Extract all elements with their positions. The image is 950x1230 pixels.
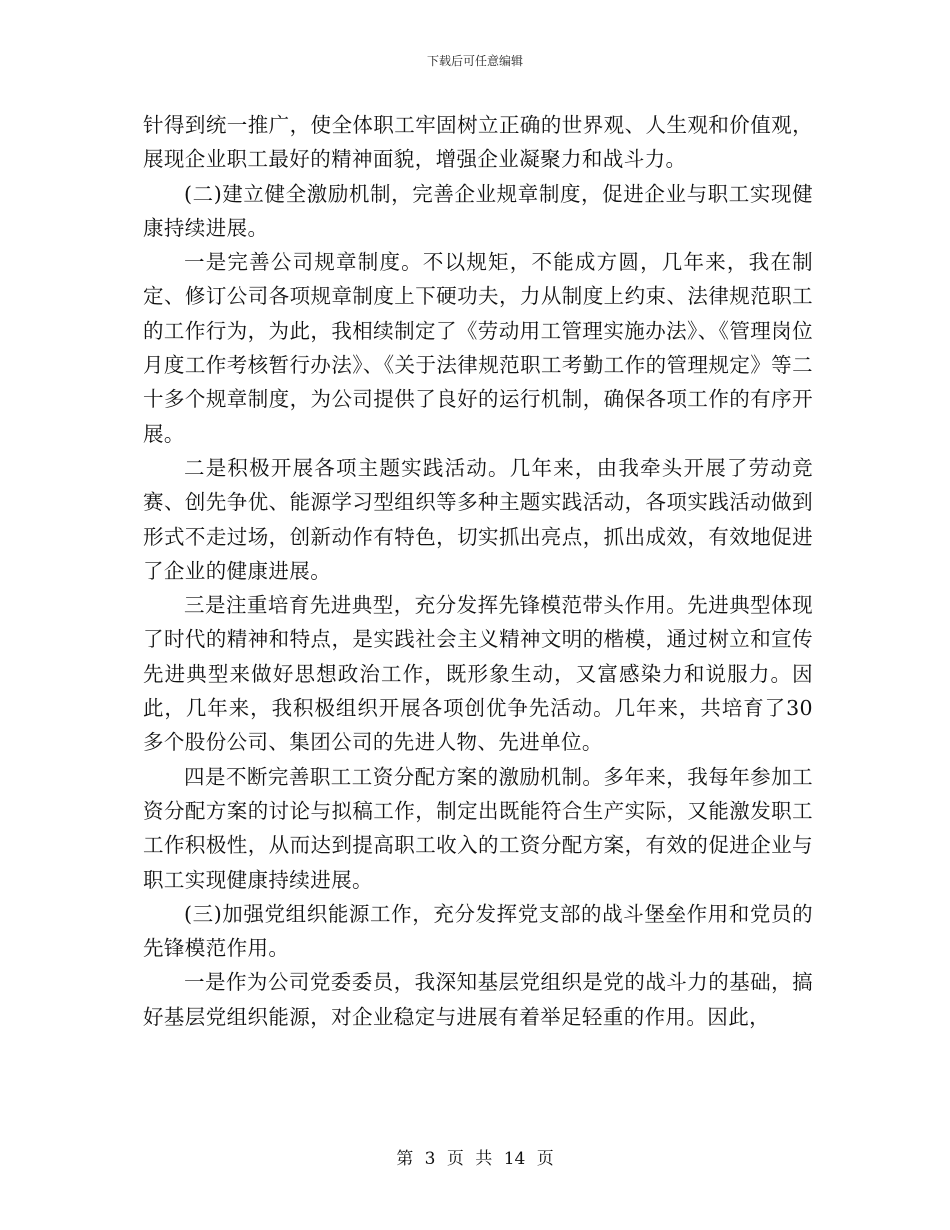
paragraph-models: 三是注重培育先进典型，充分发挥先锋模范带头作用。先进典型体现了时代的精神和特点，是实践社会主义精神文明的楷模，通过树立和宣传先进典型来做好思想政治工作，既形象生动，又富感染力和说服力。因此，几年来，我积极组织开展各项创优争先活动。几年来，共培育了30多个股份公司、集团公司的先进人物、先进单位。 bbox=[143, 593, 813, 755]
paragraph-rules: 一是完善公司规章制度。不以规矩，不能成方圆，几年来，我在制定、修订公司各项规章制度上下硬功夫，力从制度上约束、法律规范职工的工作行为，为此，我相续制定了《劳动用工管理实施办法》、《管理岗位月度工作考核暂行办法》、《关于法律规范职工考勤工作的管理规定》等二十多个规章制度，为公司提供了良好的运行机制，确保各项工作的有序开展。 bbox=[143, 250, 813, 446]
paragraph-wages: 四是不断完善职工工资分配方案的激励机制。多年来，我每年参加工资分配方案的讨论与拟稿工作，制定出既能符合生产实际，又能激发职工工作积极性，从而达到提高职工收入的工资分配方案，有效的促进企业与职工实现健康持续进展。 bbox=[143, 764, 813, 892]
page-header: 下载后可任意编辑 bbox=[426, 54, 523, 68]
section-heading-2: (二)建立健全激励机制，完善企业规章制度，促进企业与职工实现健康持续进展。 bbox=[143, 181, 813, 240]
paragraph-activities: 二是积极开展各项主题实践活动。几年来，由我牵头开展了劳动竞赛、创先争优、能源学习型组织等多种主题实践活动，各项实践活动做到形式不走过场，创新动作有特色，切实抓出亮点，抓出成效，有效地促进了企业的健康进展。 bbox=[143, 455, 813, 583]
paragraph-party: 一是作为公司党委委员，我深知基层党组织是党的战斗力的基础，搞好基层党组织能源，对企业稳定与进展有着举足轻重的作用。因此， bbox=[143, 970, 813, 1029]
document-body bbox=[143, 108, 813, 1034]
section-heading-3: (三)加强党组织能源工作，充分发挥党支部的战斗堡垒作用和党员的先锋模范作用。 bbox=[143, 901, 813, 961]
page-number: 第 3 页 共 14 页 bbox=[396, 1149, 554, 1169]
paragraph-continuation: 针得到统一推广，使全体职工牢固树立正确的世界观、人生观和价值观，展现企业职工最好的精神面貌，增强企业凝聚力和战斗力。 bbox=[143, 113, 813, 172]
